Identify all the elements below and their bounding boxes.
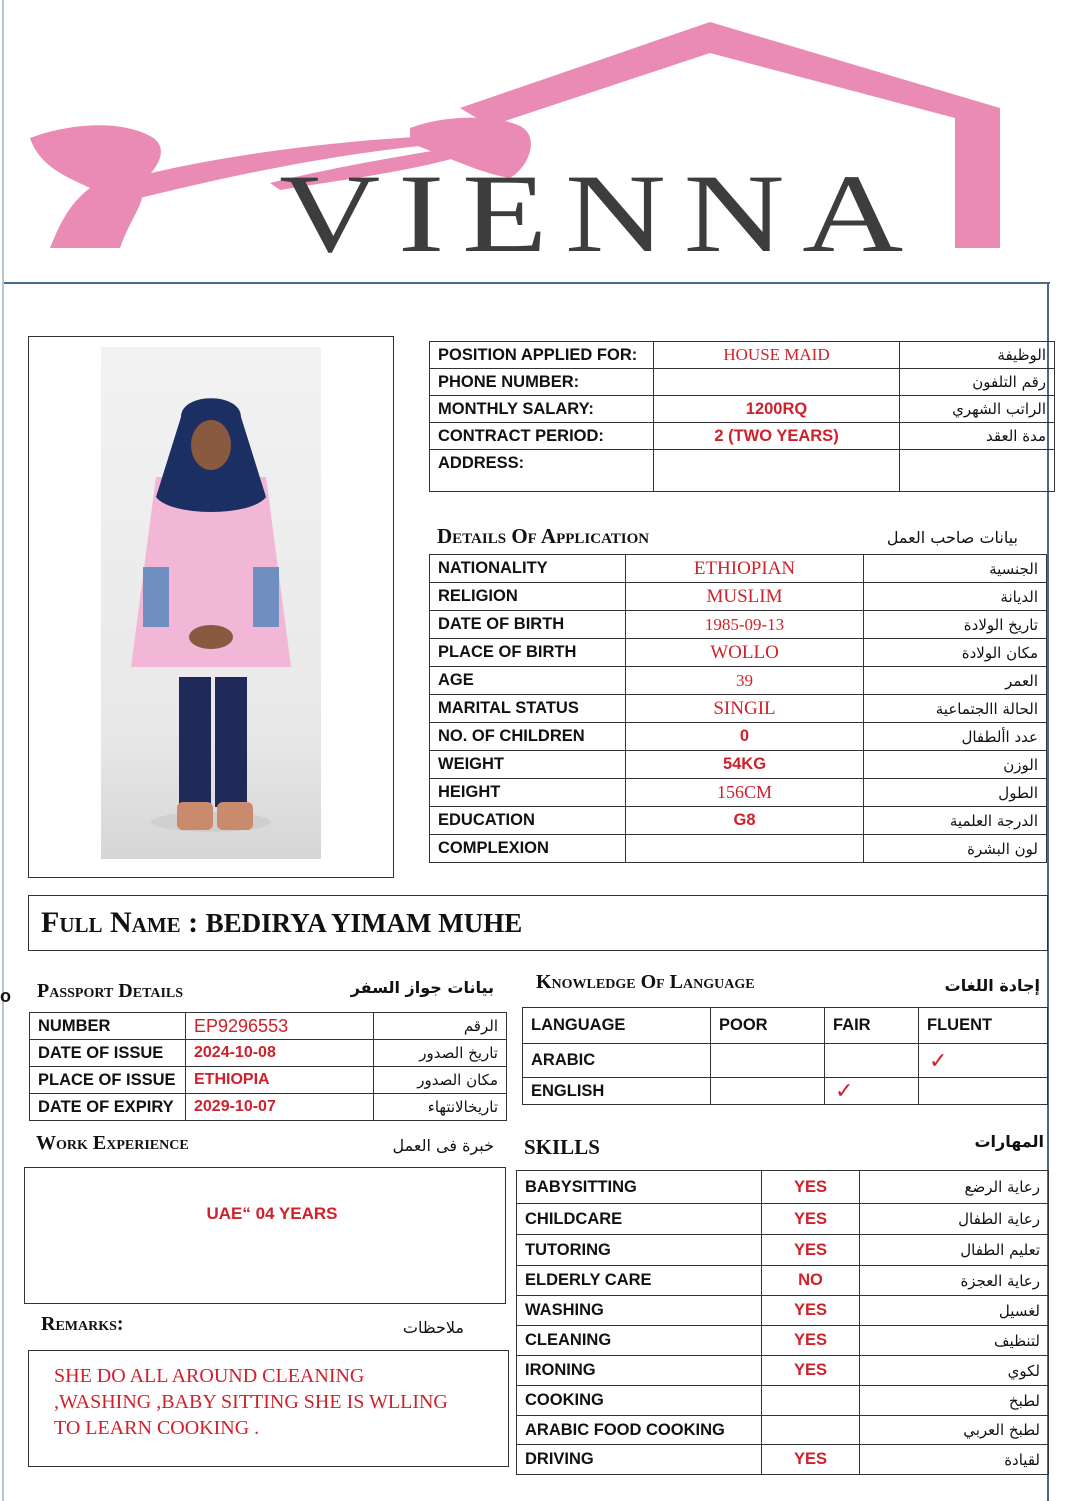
full-name-box (28, 895, 1048, 951)
work-entry: UAE“ 04 YEARS (206, 1204, 338, 1223)
table-row: EDUCATION G8 الدرجة العلمية (430, 807, 1047, 835)
full-name-value: BEDIRYA YIMAM MUHE (205, 908, 523, 938)
table-row: COMPLEXION لون البشرة (430, 835, 1047, 863)
table-row: CLEANING YES لتنظيف (517, 1326, 1049, 1356)
vienna-logo (10, 8, 1000, 276)
table-row: ELDERLY CARE NO رعاية العجزة (517, 1266, 1049, 1296)
table-row: ARABIC FOOD COOKING لطبخ العربي (517, 1416, 1049, 1445)
table-row: PHONE NUMBER: رقم التلفون (430, 369, 1055, 396)
table-row: ADDRESS: (430, 450, 1055, 492)
language-heading: Knowledge Of Language (536, 971, 755, 993)
table-row: CHILDCARE YES رعاية الطفال (517, 1204, 1049, 1235)
person-figure (101, 347, 321, 859)
language-heading-ar: إجادة اللغات (944, 976, 1040, 995)
logo-wordmark: VIENNA (279, 152, 921, 276)
photo-background (101, 347, 321, 859)
application-heading-ar: بيانات صاحب العمل (886, 528, 1018, 547)
skills-heading-ar: المهارات (974, 1132, 1044, 1151)
table-row: AGE 39 العمر (430, 667, 1047, 695)
fair-check-icon: ✓ (825, 1078, 919, 1105)
table-row: COOKING لطبخ (517, 1386, 1049, 1416)
table-row: IRONING YES لكوي (517, 1356, 1049, 1386)
header-divider (4, 282, 1050, 284)
full-name-label: Full Name : (41, 906, 199, 939)
fluent-check-icon: ✓ (919, 1044, 1048, 1078)
application-heading: Details Of Application (437, 524, 650, 548)
table-row: BABYSITTING YES رعاية الرضع (517, 1171, 1049, 1204)
work-box (24, 1167, 506, 1304)
table-row: CONTRACT PERIOD: 2 (TWO YEARS) مدة العقد (430, 423, 1055, 450)
skills-heading: SKILLS (524, 1135, 600, 1159)
table-row: MARITAL STATUS SINGIL الحالة االجتماعية (430, 695, 1047, 723)
remarks-box (28, 1350, 509, 1467)
passport-heading: Passport Details (37, 980, 184, 1002)
table-row: DATE OF ISSUE 2024-10-08 تاريخ الصدور (30, 1040, 507, 1067)
remarks-heading-ar: ملاحظات (402, 1318, 464, 1337)
table-row: WASHING YES لغسيل (517, 1296, 1049, 1326)
table-row: NUMBER EP9296553 الرقم (30, 1013, 507, 1040)
skills-table (516, 1170, 1049, 1475)
table-row: DRIVING YES لقيادة (517, 1445, 1049, 1475)
table-row: ARABIC ✓ (523, 1044, 1048, 1078)
table-row: POSITION APPLIED FOR: HOUSE MAID الوظيفة (430, 342, 1055, 369)
table-row: TUTORING YES تعليم الطفال (517, 1235, 1049, 1266)
table-row: PLACE OF ISSUE ETHIOPIA مكان الصدور (30, 1067, 507, 1094)
table-row: NATIONALITY ETHIOPIAN الجنسية (430, 555, 1047, 583)
table-row: NO. OF CHILDREN 0 عدد األطفال (430, 723, 1047, 751)
table-row: DATE OF EXPIRY 2029-10-07 تاريخالانتهاء (30, 1094, 507, 1121)
table-row: HEIGHT 156CM الطول (430, 779, 1047, 807)
table-row: RELIGION MUSLIM الديانة (430, 583, 1047, 611)
full-name (41, 906, 522, 940)
remarks-text: SHE DO ALL AROUND CLEANING ,WASHING ,BABY SITTING SHE IS WLLING TO LEARN COOKING . (54, 1365, 448, 1439)
work-heading-ar: خبرة فى العمل (392, 1136, 494, 1155)
language-table (522, 1007, 1048, 1105)
job-table (429, 341, 1055, 492)
table-row: PLACE OF BIRTH WOLLO مكان الولادة (430, 639, 1047, 667)
table-row: WEIGHT 54KG الوزن (430, 751, 1047, 779)
passport-table (29, 1012, 507, 1121)
application-table (429, 554, 1047, 863)
table-row: DATE OF BIRTH 1985-09-13 تاريخ الولادة (430, 611, 1047, 639)
stray-character: o (0, 986, 11, 1006)
applicant-photo (28, 336, 394, 878)
table-row: ENGLISH ✓ (523, 1078, 1048, 1105)
table-row: MONTHLY SALARY: 1200RQ الراتب الشهري (430, 396, 1055, 423)
table-row: LANGUAGE POOR FAIR FLUENT (523, 1008, 1048, 1044)
work-heading: Work Experience (36, 1132, 189, 1154)
passport-heading-ar: بيانات جواز السفر (350, 978, 494, 997)
remarks-heading: Remarks: (41, 1313, 124, 1335)
